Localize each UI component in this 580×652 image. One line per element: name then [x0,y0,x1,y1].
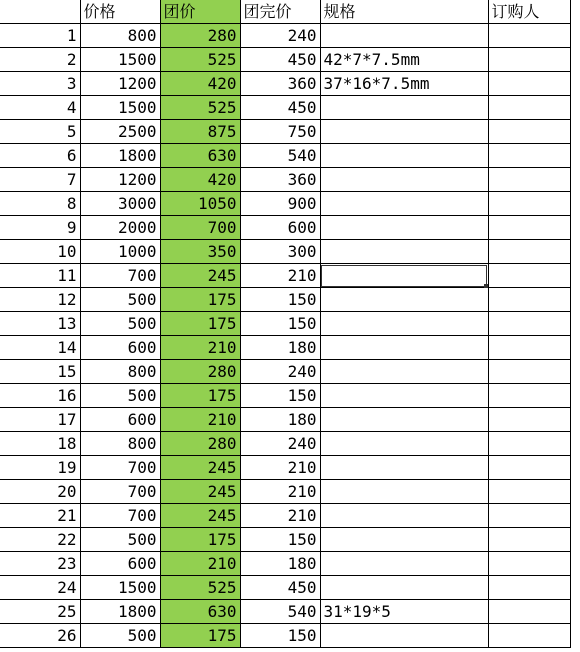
row-index-cell[interactable]: 25 [0,600,80,624]
row-index-cell[interactable]: 3 [0,72,80,96]
price-cell[interactable]: 700 [80,504,160,528]
buyer-cell[interactable] [488,552,570,576]
group-price-cell[interactable]: 175 [160,312,240,336]
after-group-price-cell[interactable]: 750 [240,120,320,144]
buyer-cell[interactable] [488,432,570,456]
table-row [0,312,570,336]
buyer-cell[interactable] [488,456,570,480]
group-price-cell[interactable]: 280 [160,24,240,48]
after-group-price-cell[interactable]: 150 [240,312,320,336]
spec-cell[interactable] [320,528,488,552]
table-row [0,624,570,648]
table-row [0,384,570,408]
after-group-price-cell[interactable]: 240 [240,432,320,456]
header-spec-cell[interactable]: 规格 [320,0,488,24]
fill-handle[interactable] [484,284,488,288]
table-row [0,120,570,144]
header-after-group-price-cell[interactable]: 团完价 [240,0,320,24]
group-price-cell[interactable]: 210 [160,408,240,432]
price-cell[interactable]: 1000 [80,240,160,264]
table-row [0,480,570,504]
price-cell[interactable]: 800 [80,360,160,384]
after-group-price-cell[interactable]: 240 [240,360,320,384]
buyer-cell[interactable] [488,96,570,120]
table-row [0,240,570,264]
table-row [0,216,570,240]
price-cell[interactable]: 700 [80,480,160,504]
price-cell[interactable]: 1500 [80,48,160,72]
row-index-cell[interactable]: 20 [0,480,80,504]
group-price-cell[interactable]: 630 [160,144,240,168]
table-row [0,408,570,432]
row-index-cell[interactable]: 23 [0,552,80,576]
group-price-cell[interactable]: 245 [160,504,240,528]
after-group-price-cell[interactable]: 360 [240,168,320,192]
row-index-cell[interactable]: 14 [0,336,80,360]
spec-cell[interactable] [320,192,488,216]
spec-cell[interactable]: 37*16*7.5mm [320,72,488,96]
buyer-cell[interactable] [488,576,570,600]
spec-cell[interactable] [320,264,488,288]
group-price-cell[interactable]: 630 [160,600,240,624]
row-index-cell[interactable]: 6 [0,144,80,168]
price-cell[interactable]: 600 [80,336,160,360]
price-cell[interactable]: 1200 [80,72,160,96]
table-row [0,576,570,600]
table-row [0,168,570,192]
group-price-cell[interactable]: 280 [160,432,240,456]
row-index-cell[interactable]: 24 [0,576,80,600]
price-cell[interactable]: 1500 [80,576,160,600]
spec-cell[interactable] [320,360,488,384]
header-index-cell[interactable] [0,0,80,24]
spec-cell[interactable] [320,384,488,408]
table-row [0,552,570,576]
table-row [0,504,570,528]
spec-cell[interactable] [320,552,488,576]
buyer-cell[interactable] [488,600,570,624]
buyer-cell[interactable] [488,336,570,360]
buyer-cell[interactable] [488,144,570,168]
table-row [0,456,570,480]
table-row [0,96,570,120]
price-cell[interactable]: 500 [80,312,160,336]
spec-cell[interactable] [320,504,488,528]
after-group-price-cell[interactable]: 150 [240,624,320,648]
price-cell[interactable]: 600 [80,408,160,432]
price-cell[interactable]: 500 [80,528,160,552]
row-index-cell[interactable]: 19 [0,456,80,480]
group-price-cell[interactable]: 175 [160,624,240,648]
price-cell[interactable]: 800 [80,24,160,48]
after-group-price-cell[interactable]: 210 [240,456,320,480]
table-row [0,24,570,48]
group-price-cell[interactable]: 420 [160,168,240,192]
table-row [0,192,570,216]
price-cell[interactable]: 1500 [80,96,160,120]
price-cell[interactable]: 500 [80,288,160,312]
buyer-cell[interactable] [488,264,570,288]
spec-cell[interactable] [320,624,488,648]
group-price-cell[interactable]: 525 [160,48,240,72]
after-group-price-cell[interactable]: 450 [240,96,320,120]
row-index-cell[interactable]: 26 [0,624,80,648]
price-cell[interactable]: 800 [80,432,160,456]
buyer-cell[interactable] [488,480,570,504]
price-cell[interactable]: 1800 [80,144,160,168]
row-index-cell[interactable]: 11 [0,264,80,288]
after-group-price-cell[interactable]: 210 [240,264,320,288]
row-index-cell[interactable]: 7 [0,168,80,192]
price-cell[interactable]: 1800 [80,600,160,624]
table-row [0,528,570,552]
spec-cell[interactable] [320,216,488,240]
group-price-cell[interactable]: 245 [160,456,240,480]
spec-cell[interactable] [320,408,488,432]
after-group-price-cell[interactable]: 360 [240,72,320,96]
row-index-cell[interactable]: 22 [0,528,80,552]
group-price-cell[interactable]: 525 [160,576,240,600]
spec-cell[interactable] [320,312,488,336]
row-index-cell[interactable]: 21 [0,504,80,528]
price-cell[interactable]: 600 [80,552,160,576]
group-price-cell[interactable]: 350 [160,240,240,264]
buyer-cell[interactable] [488,48,570,72]
header-price-cell[interactable]: 价格 [80,0,160,24]
buyer-cell[interactable] [488,24,570,48]
spec-cell[interactable] [320,240,488,264]
row-index-cell[interactable]: 1 [0,24,80,48]
price-cell[interactable]: 700 [80,264,160,288]
after-group-price-cell[interactable]: 150 [240,528,320,552]
spec-cell[interactable] [320,432,488,456]
row-index-cell[interactable]: 16 [0,384,80,408]
group-price-cell[interactable]: 210 [160,552,240,576]
row-index-cell[interactable]: 17 [0,408,80,432]
after-group-price-cell[interactable]: 540 [240,600,320,624]
price-cell[interactable]: 2500 [80,120,160,144]
after-group-price-cell[interactable]: 180 [240,336,320,360]
spec-cell[interactable] [320,24,488,48]
row-index-cell[interactable]: 13 [0,312,80,336]
spec-cell[interactable] [320,336,488,360]
group-price-cell[interactable]: 1050 [160,192,240,216]
after-group-price-cell[interactable]: 180 [240,408,320,432]
price-cell[interactable]: 3000 [80,192,160,216]
row-index-cell[interactable]: 12 [0,288,80,312]
buyer-cell[interactable] [488,504,570,528]
after-group-price-cell[interactable]: 600 [240,216,320,240]
price-cell[interactable]: 500 [80,384,160,408]
after-group-price-cell[interactable]: 450 [240,576,320,600]
buyer-cell[interactable] [488,168,570,192]
group-price-cell[interactable]: 210 [160,336,240,360]
buyer-cell[interactable] [488,216,570,240]
row-index-cell[interactable]: 8 [0,192,80,216]
group-price-cell[interactable]: 420 [160,72,240,96]
group-price-cell[interactable]: 175 [160,528,240,552]
price-cell[interactable]: 1200 [80,168,160,192]
buyer-cell[interactable] [488,288,570,312]
spec-cell[interactable] [320,456,488,480]
price-cell[interactable]: 2000 [80,216,160,240]
table-row [0,48,570,72]
spec-cell[interactable]: 42*7*7.5mm [320,48,488,72]
group-price-cell[interactable]: 700 [160,216,240,240]
spec-cell[interactable] [320,480,488,504]
spec-cell[interactable] [320,288,488,312]
spec-cell[interactable] [320,168,488,192]
row-index-cell[interactable]: 4 [0,96,80,120]
table-row [0,72,570,96]
price-cell[interactable]: 500 [80,624,160,648]
after-group-price-cell[interactable]: 540 [240,144,320,168]
table-row [0,432,570,456]
spec-cell[interactable] [320,576,488,600]
group-price-cell[interactable]: 875 [160,120,240,144]
buyer-cell[interactable] [488,360,570,384]
group-price-cell[interactable]: 245 [160,264,240,288]
header-row [0,0,570,24]
buyer-cell[interactable] [488,72,570,96]
header-group-price-cell[interactable]: 团价 [160,0,240,24]
row-index-cell[interactable]: 15 [0,360,80,384]
after-group-price-cell[interactable]: 150 [240,384,320,408]
table-row [0,336,570,360]
buyer-cell[interactable] [488,624,570,648]
table-row [0,360,570,384]
after-group-price-cell[interactable]: 240 [240,24,320,48]
group-price-cell[interactable]: 175 [160,288,240,312]
spec-cell[interactable] [320,120,488,144]
after-group-price-cell[interactable]: 210 [240,504,320,528]
buyer-cell[interactable] [488,240,570,264]
header-buyer-cell[interactable]: 订购人 [488,0,570,24]
table-row [0,144,570,168]
row-index-cell[interactable]: 10 [0,240,80,264]
group-price-cell[interactable]: 280 [160,360,240,384]
buyer-cell[interactable] [488,312,570,336]
after-group-price-cell[interactable]: 180 [240,552,320,576]
after-group-price-cell[interactable]: 300 [240,240,320,264]
buyer-cell[interactable] [488,384,570,408]
group-price-cell[interactable]: 525 [160,96,240,120]
row-index-cell[interactable]: 9 [0,216,80,240]
after-group-price-cell[interactable]: 900 [240,192,320,216]
group-price-cell[interactable]: 245 [160,480,240,504]
spec-cell[interactable]: 31*19*5 [320,600,488,624]
after-group-price-cell[interactable]: 450 [240,48,320,72]
after-group-price-cell[interactable]: 210 [240,480,320,504]
table-row [0,288,570,312]
spec-cell[interactable] [320,96,488,120]
after-group-price-cell[interactable]: 150 [240,288,320,312]
table-row [0,600,570,624]
group-price-cell[interactable]: 175 [160,384,240,408]
row-index-cell[interactable]: 5 [0,120,80,144]
buyer-cell[interactable] [488,192,570,216]
buyer-cell[interactable] [488,408,570,432]
spec-cell[interactable] [320,144,488,168]
price-cell[interactable]: 700 [80,456,160,480]
buyer-cell[interactable] [488,528,570,552]
row-index-cell[interactable]: 2 [0,48,80,72]
row-index-cell[interactable]: 18 [0,432,80,456]
buyer-cell[interactable] [488,120,570,144]
